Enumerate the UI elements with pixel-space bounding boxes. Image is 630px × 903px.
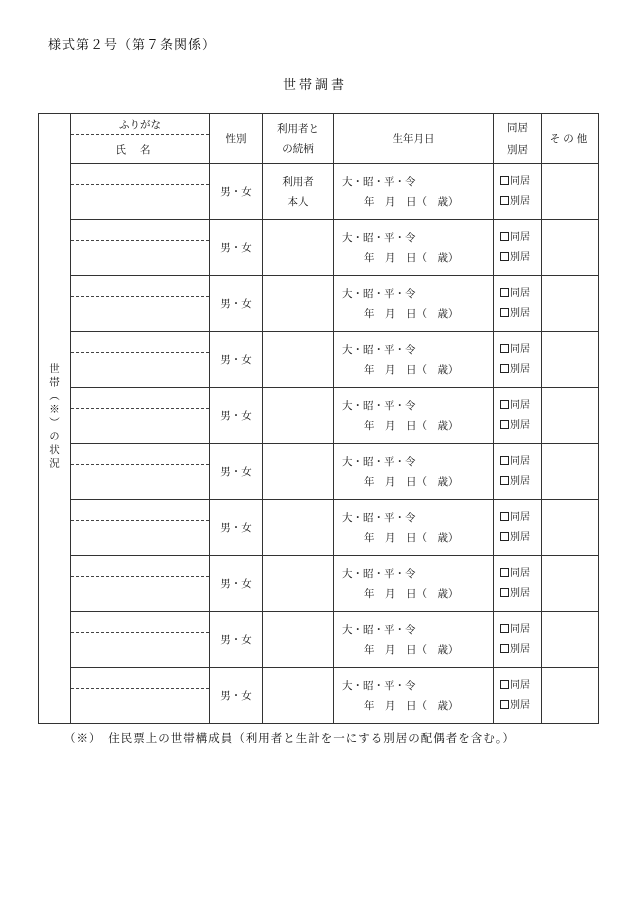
same-residence-checkbox[interactable]	[500, 176, 509, 185]
other-field[interactable]	[542, 668, 599, 724]
header-furigana: ふりがな	[71, 114, 210, 135]
household-member-row	[39, 276, 599, 332]
sex-select[interactable]: 男・女	[210, 444, 263, 500]
relation-field[interactable]	[263, 556, 334, 612]
household-status-label: 世帯（※）の状況	[39, 114, 71, 724]
living-status-field: 同居 別居	[494, 220, 542, 276]
separate-residence-checkbox[interactable]	[500, 196, 509, 205]
separate-residence-checkbox[interactable]	[500, 308, 509, 317]
sex-select[interactable]: 男・女	[210, 500, 263, 556]
living-status-field: 同居 別居	[494, 500, 542, 556]
living-status-field: 同居 別居	[494, 612, 542, 668]
birth-date-field[interactable]: 大・昭・平・令 年 月 日（ 歳）	[334, 444, 494, 500]
household-member-row	[39, 388, 599, 444]
separate-residence-checkbox[interactable]	[500, 644, 509, 653]
name-input[interactable]	[71, 556, 210, 612]
relation-field[interactable]	[263, 668, 334, 724]
separate-residence-checkbox[interactable]	[500, 476, 509, 485]
household-member-row	[39, 668, 599, 724]
name-input[interactable]	[71, 164, 210, 220]
birth-date-field[interactable]: 大・昭・平・令 年 月 日（ 歳）	[334, 388, 494, 444]
birth-date-field[interactable]: 大・昭・平・令 年 月 日（ 歳）	[334, 612, 494, 668]
birth-date-field[interactable]: 大・昭・平・令 年 月 日（ 歳）	[334, 500, 494, 556]
relation-field[interactable]	[263, 444, 334, 500]
name-input[interactable]	[71, 276, 210, 332]
household-member-row	[39, 164, 599, 220]
name-input[interactable]	[71, 500, 210, 556]
sex-select[interactable]: 男・女	[210, 276, 263, 332]
header-living-status: 同居 別居	[494, 114, 542, 164]
household-member-row	[39, 220, 599, 276]
living-status-field: 同居 別居	[494, 444, 542, 500]
name-input[interactable]	[71, 444, 210, 500]
header-name: 氏名	[71, 135, 210, 164]
footnote: （※） 住民票上の世帯構成員（利用者と生計を一にする別居の配偶者を含む。）	[64, 731, 515, 745]
sex-select[interactable]: 男・女	[210, 164, 263, 220]
header-other: その他	[542, 114, 599, 164]
household-member-row	[39, 500, 599, 556]
sex-select[interactable]: 男・女	[210, 332, 263, 388]
form-number: 様式第２号（第７条関係）	[48, 38, 217, 53]
relation-field[interactable]: 利用者 本人	[263, 164, 334, 220]
other-field[interactable]	[542, 332, 599, 388]
living-status-field: 同居 別居	[494, 332, 542, 388]
name-input[interactable]	[71, 220, 210, 276]
birth-date-field[interactable]: 大・昭・平・令 年 月 日（ 歳）	[334, 164, 494, 220]
other-field[interactable]	[542, 444, 599, 500]
living-status-field: 同居 別居	[494, 276, 542, 332]
separate-residence-checkbox[interactable]	[500, 420, 509, 429]
header-sex: 性別	[210, 114, 263, 164]
relation-field[interactable]	[263, 332, 334, 388]
same-residence-checkbox[interactable]	[500, 400, 509, 409]
other-field[interactable]	[542, 612, 599, 668]
other-field[interactable]	[542, 500, 599, 556]
page-title: 世帯調書	[282, 78, 347, 93]
separate-residence-checkbox[interactable]	[500, 364, 509, 373]
same-residence-checkbox[interactable]	[500, 624, 509, 633]
separate-residence-checkbox[interactable]	[500, 700, 509, 709]
sex-select[interactable]: 男・女	[210, 612, 263, 668]
household-table	[38, 113, 598, 724]
other-field[interactable]	[542, 164, 599, 220]
household-member-row	[39, 556, 599, 612]
separate-residence-checkbox[interactable]	[500, 252, 509, 261]
household-member-row	[39, 332, 599, 388]
sex-select[interactable]: 男・女	[210, 388, 263, 444]
living-status-field: 同居 別居	[494, 668, 542, 724]
relation-field[interactable]	[263, 220, 334, 276]
living-status-field: 同居 別居	[494, 556, 542, 612]
birth-date-field[interactable]: 大・昭・平・令 年 月 日（ 歳）	[334, 556, 494, 612]
header-birth-date: 生年月日	[334, 114, 494, 164]
relation-field[interactable]	[263, 500, 334, 556]
same-residence-checkbox[interactable]	[500, 288, 509, 297]
other-field[interactable]	[542, 220, 599, 276]
other-field[interactable]	[542, 388, 599, 444]
separate-residence-checkbox[interactable]	[500, 532, 509, 541]
relation-field[interactable]	[263, 388, 334, 444]
name-input[interactable]	[71, 388, 210, 444]
living-status-field: 同居 別居	[494, 388, 542, 444]
household-member-row	[39, 444, 599, 500]
same-residence-checkbox[interactable]	[500, 344, 509, 353]
name-input[interactable]	[71, 668, 210, 724]
relation-field[interactable]	[263, 612, 334, 668]
birth-date-field[interactable]: 大・昭・平・令 年 月 日（ 歳）	[334, 276, 494, 332]
relation-field[interactable]	[263, 276, 334, 332]
same-residence-checkbox[interactable]	[500, 232, 509, 241]
name-input[interactable]	[71, 612, 210, 668]
name-input[interactable]	[71, 332, 210, 388]
same-residence-checkbox[interactable]	[500, 512, 509, 521]
header-relation: 利用者と の続柄	[263, 114, 334, 164]
sex-select[interactable]: 男・女	[210, 668, 263, 724]
same-residence-checkbox[interactable]	[500, 680, 509, 689]
living-status-field: 同居 別居	[494, 164, 542, 220]
household-member-row	[39, 612, 599, 668]
other-field[interactable]	[542, 276, 599, 332]
same-residence-checkbox[interactable]	[500, 568, 509, 577]
separate-residence-checkbox[interactable]	[500, 588, 509, 597]
birth-date-field[interactable]: 大・昭・平・令 年 月 日（ 歳）	[334, 332, 494, 388]
birth-date-field[interactable]: 大・昭・平・令 年 月 日（ 歳）	[334, 668, 494, 724]
birth-date-field[interactable]: 大・昭・平・令 年 月 日（ 歳）	[334, 220, 494, 276]
same-residence-checkbox[interactable]	[500, 456, 509, 465]
sex-select[interactable]: 男・女	[210, 220, 263, 276]
other-field[interactable]	[542, 556, 599, 612]
sex-select[interactable]: 男・女	[210, 556, 263, 612]
